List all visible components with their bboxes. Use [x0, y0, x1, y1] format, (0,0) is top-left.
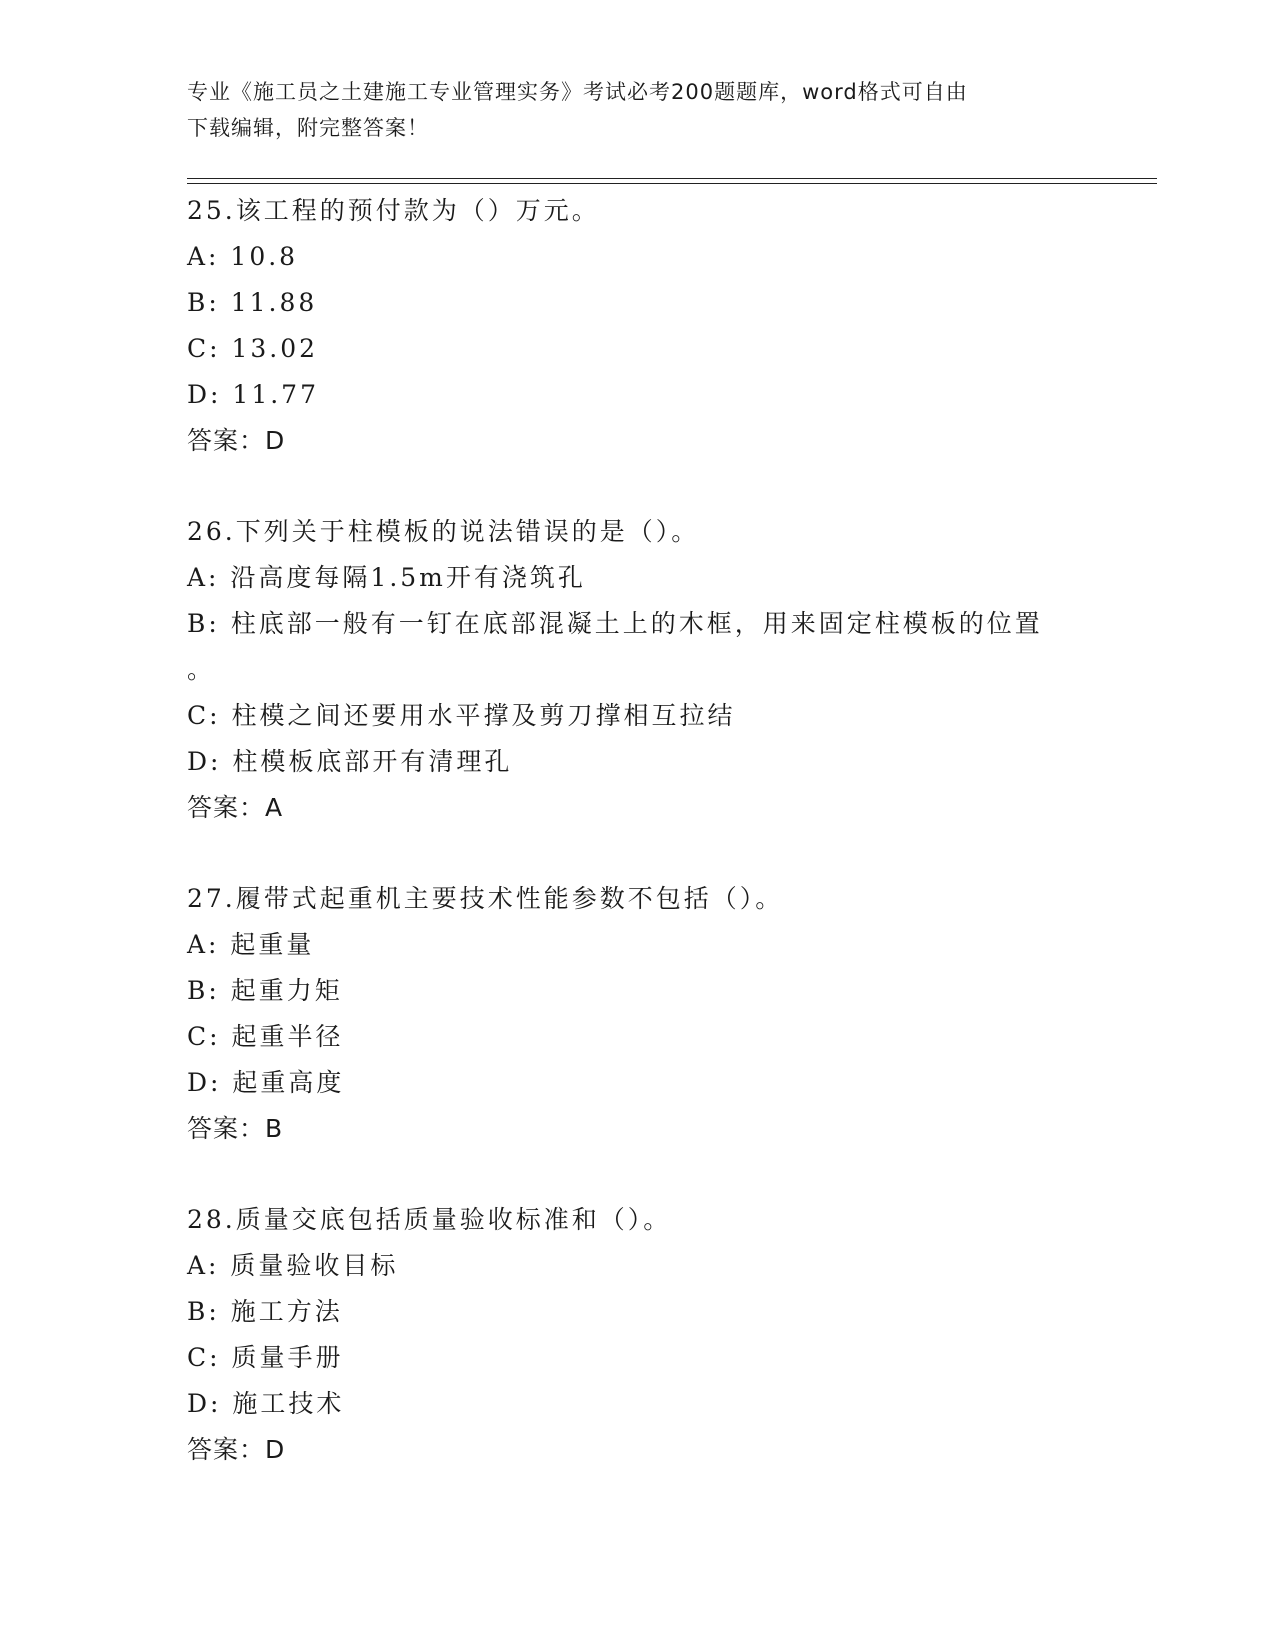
header-line-2: 下载编辑，附完整答案！ — [187, 116, 429, 140]
question-27 — [187, 876, 1157, 1152]
question-26 — [187, 509, 1157, 831]
document-page — [187, 0, 1157, 1650]
question-stem: 25.该工程的预付款为（）万元。 — [187, 196, 600, 225]
option-c: C: 起重半径 — [187, 1022, 344, 1051]
question-stem: 28.质量交底包括质量验收标准和（）。 — [187, 1205, 672, 1234]
option-c: C: 13.02 — [187, 334, 319, 363]
question-stem: 27.履带式起重机主要技术性能参数不包括（）。 — [187, 884, 784, 913]
option-a: A: 质量验收目标 — [187, 1251, 399, 1280]
option-d: D: 柱模板底部开有清理孔 — [187, 747, 513, 776]
option-a: A: 沿高度每隔1.5m开有浇筑孔 — [187, 563, 586, 592]
option-d: D: 起重高度 — [187, 1068, 345, 1097]
option-a: A: 10.8 — [187, 242, 299, 271]
answer-line: 答案：D — [187, 1435, 286, 1464]
option-d: D: 11.77 — [187, 380, 319, 409]
option-d: D: 施工技术 — [187, 1389, 345, 1418]
header-line-1: 专业《施工员之土建施工专业管理实务》考试必考200题题库，word格式可自由 — [187, 80, 968, 104]
document-header — [187, 74, 1067, 146]
option-c: C: 质量手册 — [187, 1343, 344, 1372]
option-b: B: 11.88 — [187, 288, 318, 317]
option-b: B: 柱底部一般有一钉在底部混凝土上的木框，用来固定柱模板的位置 — [187, 609, 1043, 638]
question-stem: 26.下列关于柱模板的说法错误的是（）。 — [187, 517, 700, 546]
option-b: B: 起重力矩 — [187, 976, 343, 1005]
header-divider — [187, 178, 1157, 184]
option-c: C: 柱模之间还要用水平撑及剪刀撑相互拉结 — [187, 701, 736, 730]
option-b-continuation: 。 — [187, 655, 216, 684]
option-b: B: 施工方法 — [187, 1297, 343, 1326]
question-list — [187, 188, 1157, 1518]
answer-line: 答案：B — [187, 1114, 284, 1143]
question-25 — [187, 188, 1157, 464]
answer-line: 答案：D — [187, 426, 286, 455]
option-a: A: 起重量 — [187, 930, 315, 959]
question-28 — [187, 1197, 1157, 1473]
answer-line: 答案：A — [187, 793, 284, 822]
